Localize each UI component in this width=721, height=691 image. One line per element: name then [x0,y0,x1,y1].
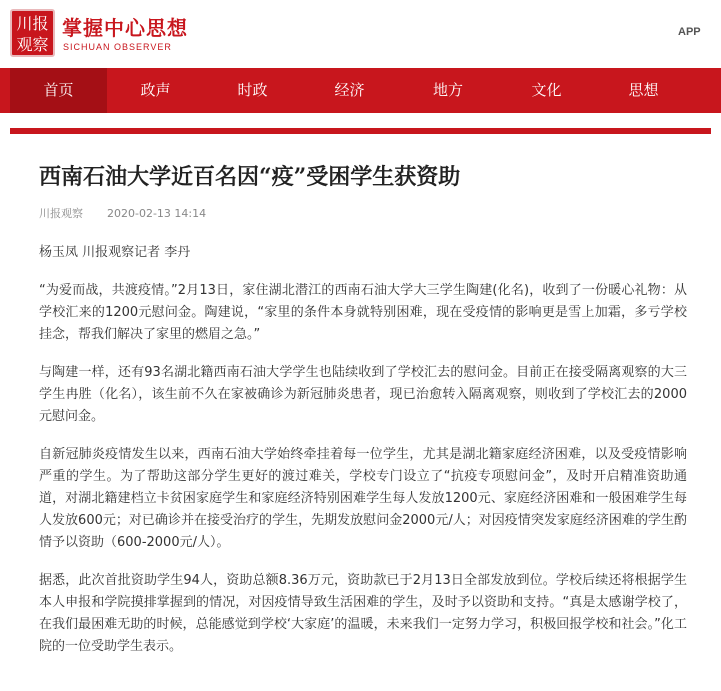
article-byline: 杨玉凤 川报观察记者 李丹 [39,245,191,260]
site-slogan-en: SICHUAN OBSERVER [63,42,172,52]
nav-item-thought[interactable]: 思想 [628,81,659,99]
section-divider [10,128,711,134]
nav-item-home[interactable]: 首页 [10,68,107,113]
logo-line-1: 川报 [16,14,49,33]
nav-item-current-affairs[interactable]: 时政 [237,81,268,99]
article-time: 2020-02-13 14:14 [107,207,207,220]
article-paragraph-1: “为爱而战，共渡疫情。”2月13日，家住湖北潜江的西南石油大学大三学生陶建(化名)，收到了一份暖心礼物：从学校汇来的1200元慰问金。陶建说，“家里的条件本身就特别困难，现在受疫情的影响更是雪上加霜，多亏学校挂念，帮我们解决了家里的燃眉之急。” [39,283,687,342]
site-header [0,0,721,68]
article-paragraph-3: 自新冠肺炎疫情发生以来，西南石油大学始终牵挂着每一位学生，尤其是湖北籍家庭经济困难，以及受疫情影响严重的学生。为了帮助这部分学生更好的渡过难关，学校专门设立了“抗疫专项慰问金”，及时开启精准资助通道，对湖北籍建档立卡贫困家庭学生和家庭经济特别困难学生每人发放1200元、家庭经济困难和一般困难学生每人发放600元；对已确诊并在接受治疗的学生，先期发放慰问金2000元/人；对因疫情突发家庭经济困难的学生酌情予以资助（600-2000元/人）。 [39,447,687,550]
article-source[interactable]: 川报观察 [39,207,83,220]
site-logo[interactable] [10,9,55,57]
article-body [39,242,687,674]
article-title: 西南石油大学近百名因“疫”受困学生获资助 [39,164,461,190]
nav-item-culture[interactable]: 文化 [531,81,562,99]
article-meta [39,205,206,221]
article-paragraph-2: 与陶建一样，还有93名湖北籍西南石油大学学生也陆续收到了学校汇去的慰问金。目前正在接受隔离观察的大三学生冉胜（化名），该生前不久在家被确诊为新冠肺炎患者，现已治愈转入隔离观察，则收到了学校汇去的2000元慰问金。 [39,365,687,424]
site-slogan: 掌握中心思想 [62,16,188,40]
main-nav [0,68,721,113]
nav-item-politics-voice[interactable]: 政声 [140,81,171,99]
nav-item-local[interactable]: 地方 [432,81,463,99]
app-download-link[interactable]: APP [678,26,701,38]
article-paragraph-4: 据悉，此次首批资助学生94人，资助总额8.36万元，资助款已于2月13日全部发放到位。学校后续还将根据学生本人申报和学院摸排掌握到的情况，对因疫情导致生活困难的学生，及时予以资助和支持。“真是太感谢学校了，在我们最困难无助的时候，总能感觉到学校‘大家庭’的温暖，未来我们一定努力学习，积极回报学校和社会。”化工院的一位受助学生表示。 [39,573,687,654]
nav-item-economy[interactable]: 经济 [334,81,365,99]
logo-line-2: 观察 [16,35,49,54]
